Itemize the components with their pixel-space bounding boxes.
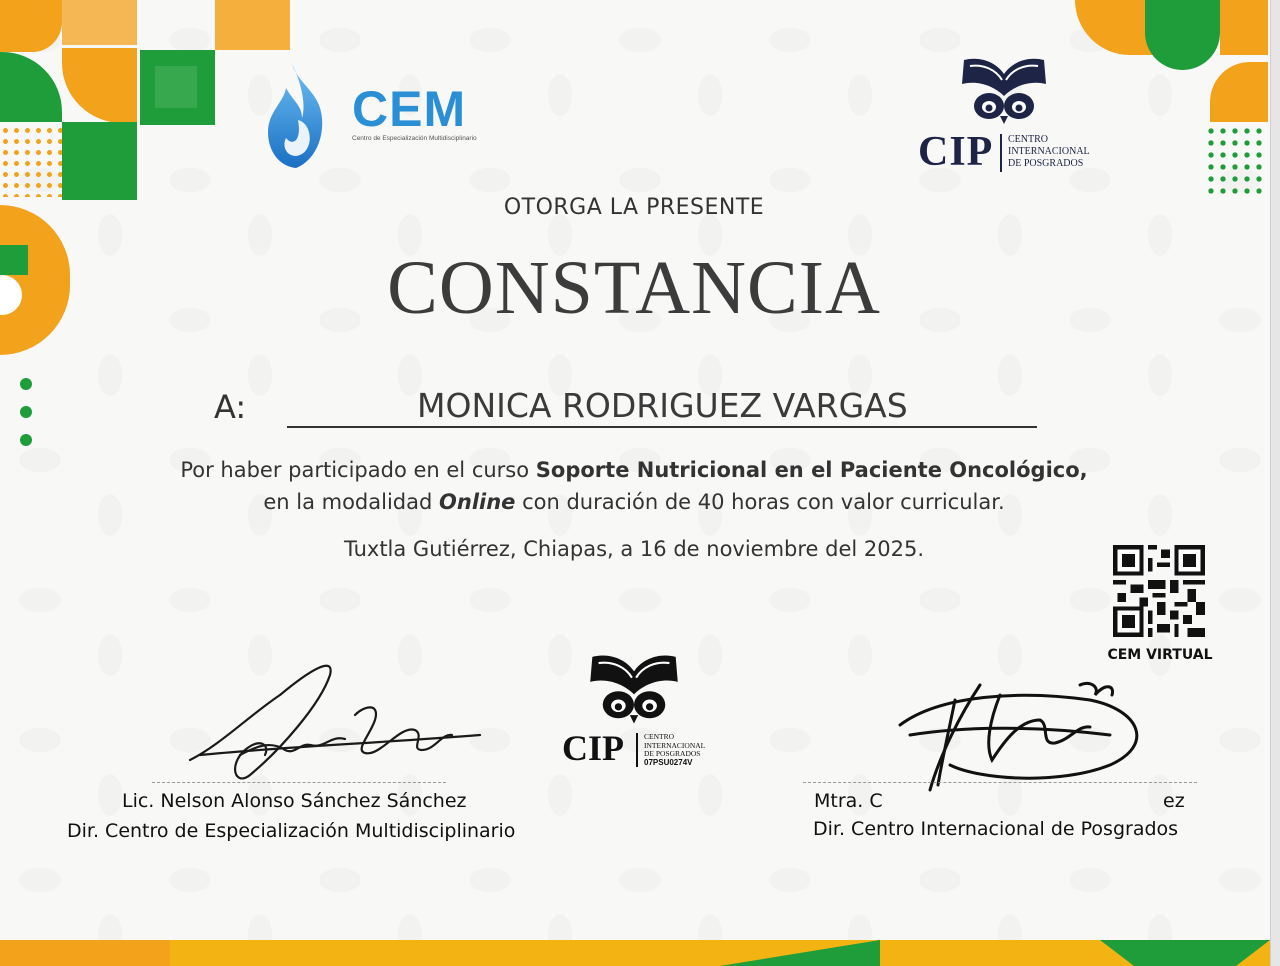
place-date: Tuxtla Gutiérrez, Chiapas, a 16 de noviembre del 2025.	[343, 537, 925, 561]
cip-logo-line3: DE POSGRADOS	[1008, 158, 1084, 169]
bottom-band	[0, 940, 1270, 966]
dot-decoration	[20, 378, 32, 390]
left-signer-role: Dir. Centro de Especialización Multidisciplinario	[67, 820, 516, 842]
body-line-2	[0, 490, 1268, 514]
signature-line-right	[803, 782, 1197, 785]
left-signature	[160, 655, 500, 795]
right-signer-name-end: ez	[1163, 790, 1185, 812]
course-name: Soporte Nutricional en el Paciente Oncológico,	[535, 458, 1088, 482]
cip-logo	[918, 50, 1108, 175]
recipient-label: A:	[214, 388, 247, 426]
body-line2-prefix: en la modalidad	[263, 490, 440, 514]
cip-center-acronym: CIP	[562, 728, 624, 768]
cip-center-line2: INTERNACIONAL	[644, 740, 706, 750]
flame-icon	[262, 62, 342, 170]
right-signer-role: Dir. Centro Internacional de Posgrados	[813, 818, 1179, 840]
grants-heading: OTORGA LA PRESENTE	[503, 195, 765, 220]
cem-logo	[262, 62, 482, 172]
recipient-line	[287, 386, 1037, 428]
recipient-name: MONICA RODRIGUEZ VARGAS	[417, 386, 908, 425]
cem-logo-tagline: Centro de Especialización Multidisciplinario	[352, 135, 477, 142]
cip-center-line1: CENTRO	[644, 732, 674, 741]
cip-logo-line1: CENTRO	[1008, 134, 1048, 145]
qr-code[interactable]	[1106, 545, 1212, 637]
cem-logo-name: CEM	[352, 81, 467, 137]
cip-center-logo	[560, 645, 720, 775]
modality: Online	[439, 490, 516, 514]
owl-book-icon	[956, 50, 1052, 126]
square-decoration	[155, 66, 197, 108]
cip-logo-acronym: CIP	[918, 129, 994, 175]
qr-label: CEM VIRTUAL	[1107, 647, 1213, 663]
body-line-1	[0, 458, 1268, 482]
dot-decoration	[20, 434, 32, 446]
cip-logo-line2: INTERNACIONAL	[1008, 146, 1090, 157]
cip-center-line3: DE POSGRADOS	[644, 749, 701, 758]
right-edge-bar	[1270, 0, 1280, 966]
owl-book-icon	[584, 645, 684, 727]
dot-decoration	[20, 406, 32, 418]
body-line2-suffix: con duración de 40 horas con valor curricular.	[515, 490, 1005, 514]
cip-center-code: 07PSU0274V	[644, 757, 693, 767]
square-decoration	[215, 0, 290, 50]
certificate-title: CONSTANCIA	[387, 246, 881, 330]
body-line1-prefix: Por haber participado en el curso	[180, 458, 536, 482]
signature-line-left	[152, 782, 446, 785]
left-signer-name: Lic. Nelson Alonso Sánchez Sánchez	[122, 790, 467, 812]
right-signer-name-start: Mtra. C	[814, 790, 883, 812]
